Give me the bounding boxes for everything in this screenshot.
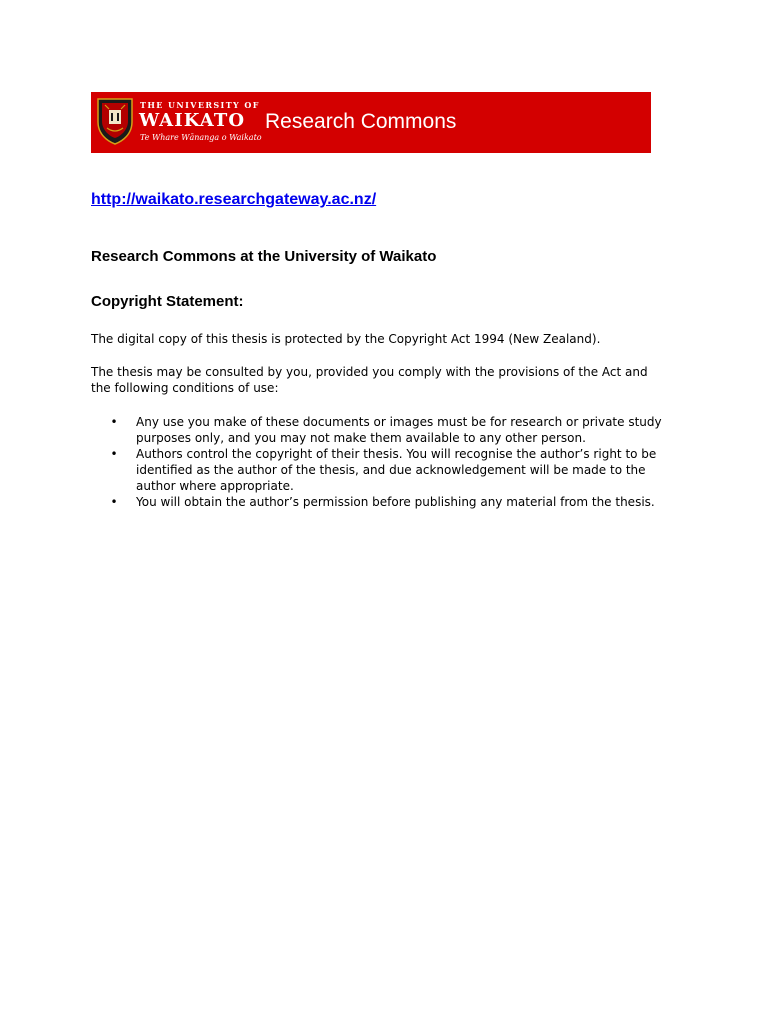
page-heading: Research Commons at the University of Waikato	[91, 248, 437, 265]
university-crest-icon	[95, 96, 135, 146]
conditions-list	[109, 414, 679, 510]
list-item	[109, 446, 679, 494]
university-name: WAIKATO	[139, 110, 246, 131]
bullet: •	[110, 447, 118, 461]
condition-text: Any use you make of these documents or images must be for research or private study purposes only, and you may not make them available to any other person.	[136, 415, 662, 445]
bullet: •	[110, 415, 118, 429]
list-item	[109, 494, 679, 510]
university-motto: Te Whare Wānanga o Waikato	[140, 133, 262, 142]
copyright-paragraph: The digital copy of this thesis is protected by the Copyright Act 1994 (New Zealand).	[91, 332, 601, 346]
bullet: •	[110, 495, 118, 509]
consultation-paragraph: The thesis may be consulted by you, provided you comply with the provisions of the Act and the following conditions of use:	[91, 365, 648, 395]
copyright-heading: Copyright Statement:	[91, 293, 244, 310]
banner-title: Research Commons	[265, 110, 457, 133]
university-label: THE UNIVERSITY OF	[140, 100, 260, 110]
condition-text: Authors control the copyright of their thesis. You will recognise the author’s right to be identified as the author of the thesis, and due acknowledgement will be made to the author where appropriate.	[136, 447, 657, 493]
list-item	[109, 414, 679, 446]
research-gateway-link[interactable]: http://waikato.researchgateway.ac.nz/	[91, 191, 377, 208]
condition-text: You will obtain the author’s permission before publishing any material from the thesis.	[136, 495, 655, 509]
research-commons-banner	[91, 92, 651, 153]
